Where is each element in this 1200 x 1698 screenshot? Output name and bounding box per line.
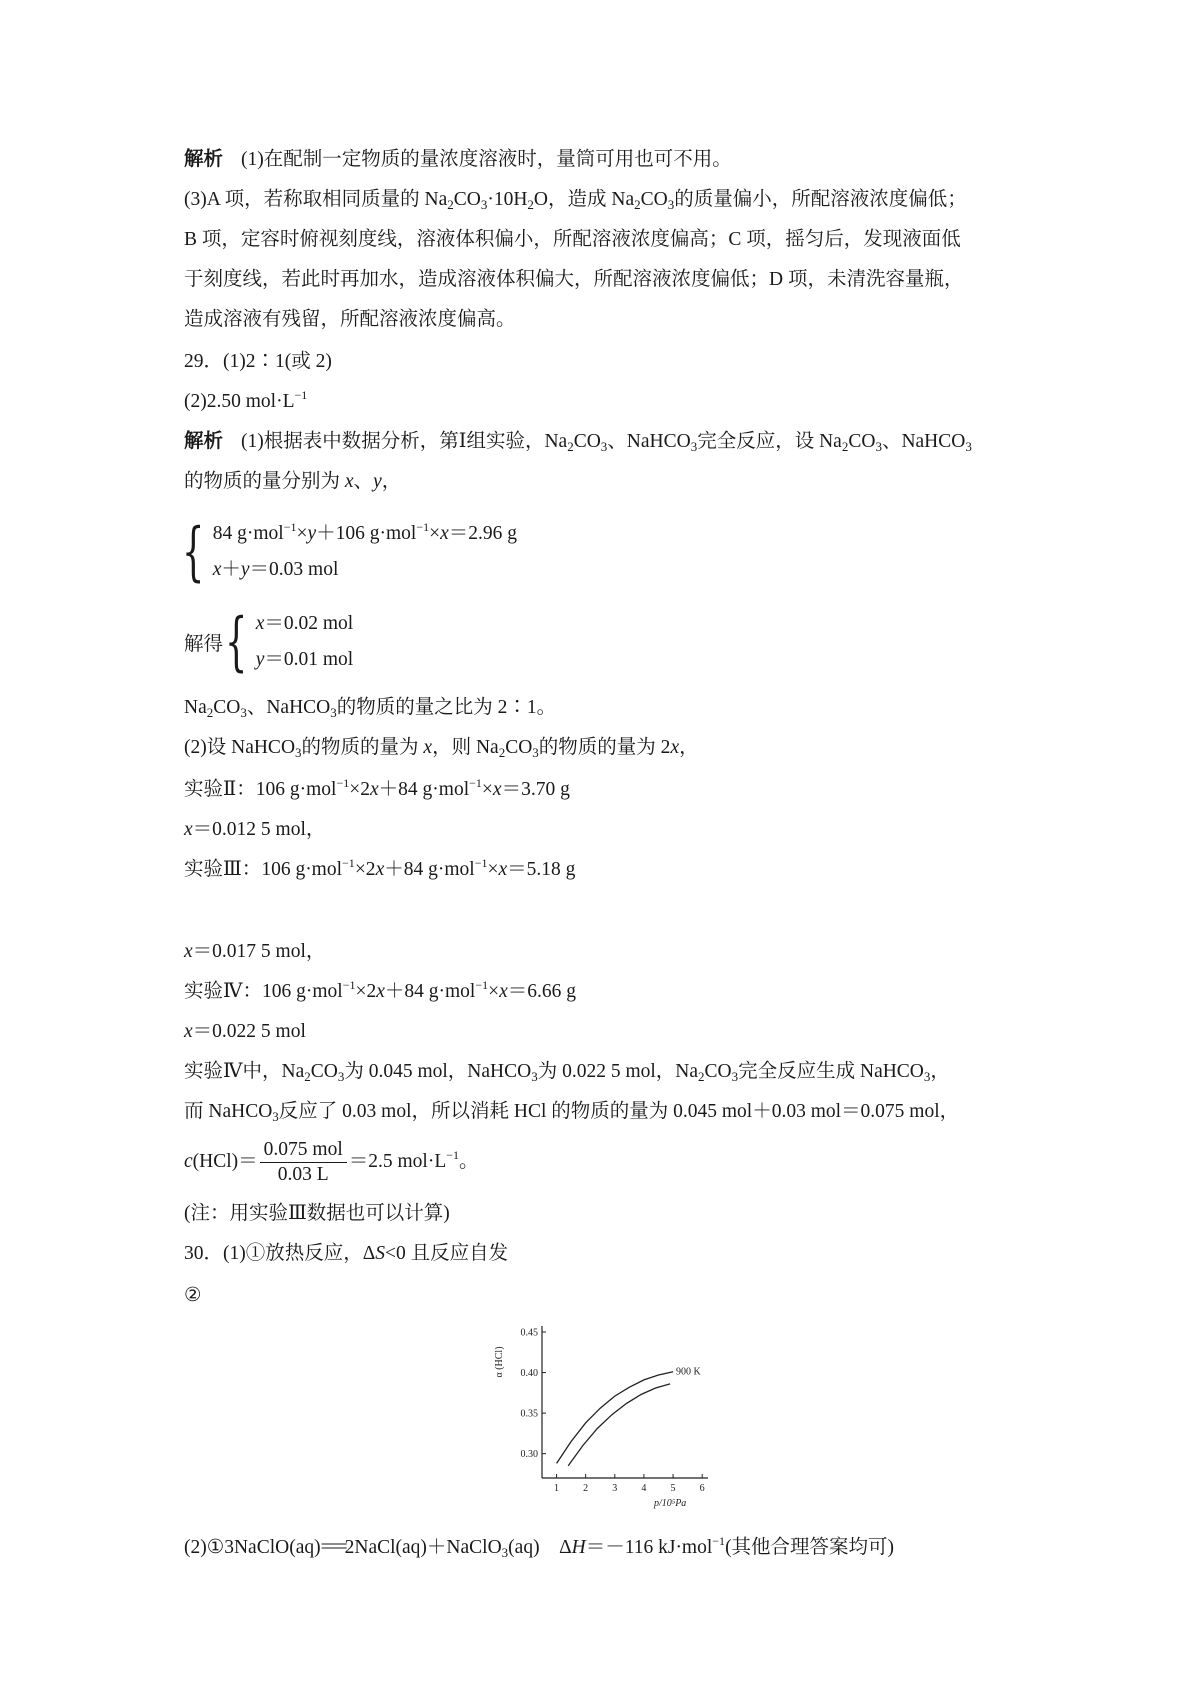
- y-tick-label: 0.35: [520, 1408, 538, 1420]
- analysis-line-4: 于刻度线，若此时再加水，造成溶液体积偏大，所配溶液浓度偏低；D 项，未清洗容量瓶，: [184, 269, 964, 290]
- part2-setup: (2)设 NaHCO$_3$的物质的量为 x，则 $Na_2CO_3$的物质的量为 2x，: [184, 737, 699, 760]
- chart-labels: [494, 1328, 705, 1510]
- x-tick-label: 6: [699, 1483, 705, 1494]
- analysis-line-1: 解析 (1)在配制一定物质的量浓度溶液时，量筒可用也可不用。: [184, 149, 732, 170]
- brace: {: [182, 515, 205, 589]
- fraction: $\frac{\text{0.075 mol}}{0.03 L}$: [260, 1138, 347, 1187]
- q29-answer-2: (2)2.50 $mol\cdot L^{-1}$: [184, 388, 308, 412]
- analysis-label: 解析: [184, 149, 224, 170]
- analysis-line-3: B 项，定容时俯视刻度线，溶液体积偏小，所配溶液浓度偏高；C 项，摇匀后，发现液面低: [184, 229, 961, 250]
- experiment-4-analysis-1: 实验Ⅳ中，$Na_2CO_3$为 0.045 mol，NaHCO$_3$为 0.022 5 mol，$Na_2CO_3$完全反应生成 NaHCO$_3$，: [184, 1061, 950, 1084]
- y-tick-label: 0.30: [520, 1449, 538, 1461]
- equation-system-2: [184, 606, 353, 678]
- equation-row-2: x＋y＝0.03 mol: [212, 559, 339, 580]
- q30-answer-1: 30．(1)①放热反应，ΔS<0 且反应自发: [184, 1243, 509, 1264]
- solution-label: 解得: [184, 634, 224, 655]
- note-line: (注：用实验Ⅲ数据也可以计算): [184, 1203, 450, 1224]
- experiment-2-equation: 实验Ⅱ：106 g·mol$^{-1}$×2x＋84 g·mol$^{-1}$×x＝3.70 g: [184, 776, 570, 800]
- solution-row-1: x＝0.02 mol: [255, 613, 354, 634]
- concentration-formula: c(HCl)＝ $\frac{\text{0.075 mol}}{0.03 L}$ ＝2.5 $mol\cdot L^{-1}$。: [184, 1139, 479, 1186]
- y-axis-label: α (HCl): [494, 1346, 505, 1378]
- q29-analysis-line-2: 的物质的量分别为 x、y，: [184, 471, 402, 492]
- experiment-4-equation: 实验Ⅳ：106 g·mol$^{-1}$×2x＋84 g·mol$^{-1}$×x＝6.66 g: [184, 978, 577, 1002]
- x-tick-label: 3: [612, 1483, 618, 1494]
- analysis-line-5: 造成溶液有残留，所配溶液浓度偏高。: [184, 309, 516, 330]
- solution-row-2: y＝0.01 mol: [255, 649, 354, 670]
- x-axis-label: p/10⁵Pa: [653, 1498, 687, 1509]
- equation-system-1: [182, 516, 517, 588]
- chart-axes: [542, 1326, 708, 1478]
- experiment-4-result: x＝0.022 5 mol: [184, 1021, 306, 1042]
- chart-series: [557, 1372, 674, 1466]
- ratio-line: $Na_2CO_3$、NaHCO$_3$的物质的量之比为 2∶1。: [184, 697, 557, 720]
- q30-answer-2-marker: ②: [184, 1285, 202, 1306]
- analysis-line-2: (3)A 项，若称取相同质量的 $Na_2CO_3\cdot 10H_2O$，造成 $Na_2CO_3$的质量偏小，所配溶液浓度偏低；: [184, 189, 967, 212]
- x-tick-label: 1: [554, 1483, 560, 1494]
- series-label: 900 K: [676, 1366, 701, 1378]
- q29-answer-1: 29．(1)2∶1(或 2): [184, 351, 332, 372]
- experiment-4-analysis-2: 而 NaHCO$_3$反应了 0.03 mol，所以消耗 HCl 的物质的量为 0.045 mol＋0.03 mol＝0.075 mol，: [184, 1101, 960, 1124]
- y-tick-label: 0.45: [520, 1327, 538, 1339]
- equation-row-1: 84 g·mol$^{-1}$×y＋106 g·mol$^{-1}$×x＝2.96 g: [212, 520, 518, 544]
- brace: {: [225, 605, 248, 679]
- alpha-hcl-vs-pressure-chart: [486, 1318, 722, 1516]
- experiment-3-equation: 实验Ⅲ：106 g·mol$^{-1}$×2x＋84 g·mol$^{-1}$×x＝5.18 g: [184, 856, 576, 880]
- experiment-2-result: x＝0.012 5 mol，: [184, 819, 326, 840]
- x-tick-label: 2: [583, 1483, 589, 1494]
- q30-answer-3: (2)①3NaClO(aq)===2NaCl(aq)＋NaClO$_3$(aq) ΔH＝－116 kJ·mol$^{-1}$(其他合理答案均可): [184, 1534, 895, 1560]
- x-tick-label: 5: [670, 1483, 676, 1494]
- series-line-1: [557, 1372, 674, 1464]
- x-tick-label: 4: [641, 1483, 647, 1494]
- experiment-3-result: x＝0.017 5 mol，: [184, 941, 326, 962]
- y-tick-label: 0.40: [520, 1368, 538, 1380]
- q29-analysis-line-1: 解析 (1)根据表中数据分析，第Ⅰ组实验，$Na_2CO_3$、NaHCO$_3$完全反应，设 $Na_2CO_3$、NaHCO$_3$: [184, 431, 972, 454]
